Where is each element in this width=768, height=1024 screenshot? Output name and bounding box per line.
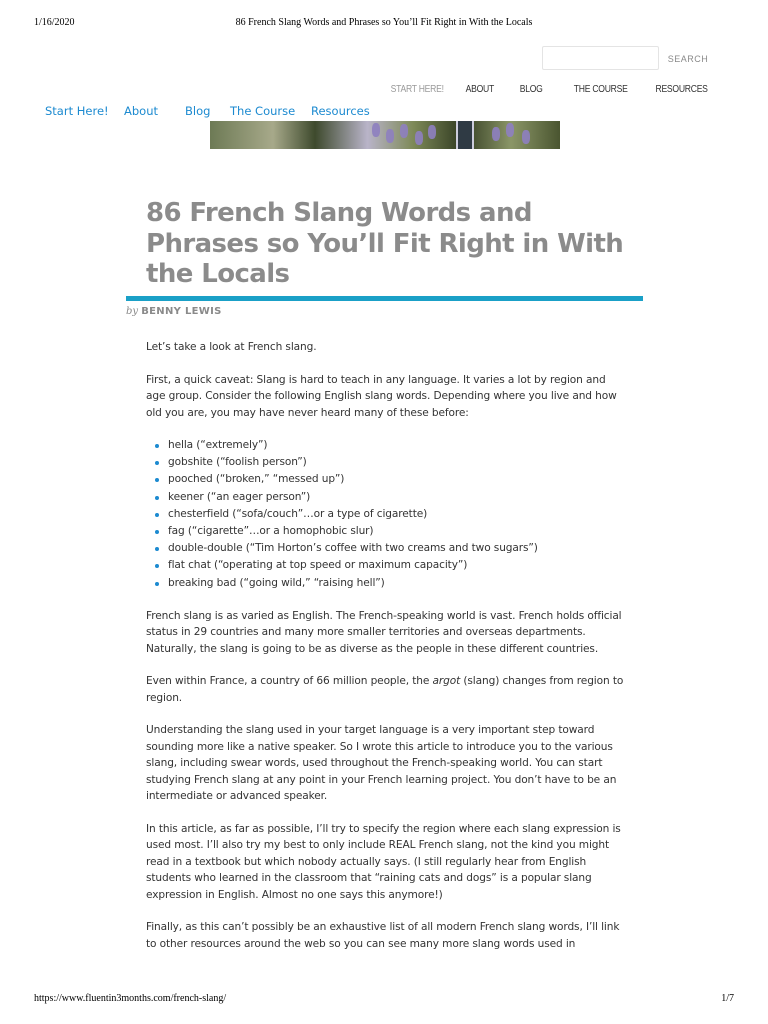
- print-footer: [0, 993, 768, 1007]
- list-item: hella (“extremely”): [152, 437, 626, 454]
- list-item: double-double (“Tim Horton’s coffee with two creams and two sugars”): [152, 540, 626, 557]
- print-page-number: 1/7: [721, 993, 734, 1004]
- print-header: [0, 17, 768, 31]
- caveat-paragraph: First, a quick caveat: Slang is hard to teach in any language. It varies a lot by region and age group. Consider the following English slang words. Depending where you live and how old you are, you may have never heard many of these before:: [146, 373, 617, 419]
- argot-term: argot: [432, 675, 461, 688]
- top-nav-blog[interactable]: BLOG: [519, 84, 543, 95]
- list-item: breaking bad (“going wild,” “raising hell”): [152, 575, 626, 592]
- list-item: keener (“an eager person”): [152, 489, 626, 506]
- print-url: https://www.fluentin3months.com/french-slang/: [34, 993, 227, 1004]
- top-nav: [382, 84, 708, 100]
- blue-nav-start-here[interactable]: Start Here!: [45, 104, 109, 118]
- blue-nav-the-course[interactable]: The Course: [230, 104, 296, 118]
- understanding-paragraph: Understanding the slang used in your target language is a very important step toward sounding more like a native speaker. So I wrote this article to introduce you to the various slang, including swear words, used throughout the French-speaking world. You can start studying French slang at any point in your French learning project. You don’t have to be an intermediate or advanced speaker.: [146, 724, 617, 803]
- region-paragraph: In this article, as far as possible, I’ll try to specify the region where each slang expression is used most. I’ll also try my best to only include REAL French slang, not the kind you might read in a textbook but which nobody actually says. (I still regularly hear from English students who learned in the classroom that “raining cats and dogs” is a popular slang expression in English. Almost no one says this anymore!): [146, 822, 621, 901]
- slang-example-list: [152, 437, 626, 592]
- top-nav-the-course[interactable]: THE COURSE: [573, 84, 628, 95]
- varied-paragraph: French slang is as varied as English. The French-speaking world is vast. French holds official status in 29 countries and many more smaller territories and overseas departments. Naturally, the slang is going to be as diverse as the people in these different countries.: [146, 609, 622, 655]
- title-divider: [126, 296, 643, 301]
- print-page-title: 86 French Slang Words and Phrases so You’ll Fit Right in With the Locals: [235, 17, 533, 28]
- blue-nav-blog[interactable]: Blog: [185, 104, 211, 118]
- list-item: gobshite (“foolish person”): [152, 454, 626, 471]
- top-nav-about[interactable]: ABOUT: [465, 84, 495, 95]
- argot-text-before: Even within France, a country of 66 million people, the: [146, 675, 433, 688]
- byline-prefix: by: [126, 306, 139, 317]
- argot-text-after: (slang) changes from region to region.: [146, 675, 624, 704]
- intro-paragraph: Let’s take a look at French slang.: [146, 341, 317, 353]
- print-date: 1/16/2020: [34, 17, 75, 28]
- argot-paragraph: [146, 673, 626, 706]
- search-button[interactable]: SEARCH: [667, 54, 709, 64]
- list-item: pooched (“broken,” “messed up”): [152, 471, 626, 488]
- top-nav-start-here[interactable]: START HERE!: [390, 84, 444, 95]
- finally-paragraph: Finally, as this can’t possibly be an exhaustive list of all modern French slang words, I’ll link to other resources around the web so you can see many more slang words used in: [146, 921, 620, 950]
- article-title: 86 French Slang Words and Phrases so You’ll Fit Right in With the Locals: [146, 198, 624, 289]
- blue-nav-about[interactable]: About: [124, 104, 159, 118]
- article-body: [146, 339, 626, 968]
- search-input[interactable]: [542, 46, 659, 70]
- byline: [126, 306, 222, 317]
- hero-image: [210, 121, 560, 149]
- list-item: fag (“cigarette”…or a homophobic slur): [152, 523, 626, 540]
- author-link[interactable]: BENNY LEWIS: [141, 306, 222, 317]
- top-nav-resources[interactable]: RESOURCES: [655, 84, 708, 95]
- list-item: chesterfield (“sofa/couch”…or a type of cigarette): [152, 506, 626, 523]
- list-item: flat chat (“operating at top speed or maximum capacity”): [152, 557, 626, 574]
- blue-nav-resources[interactable]: Resources: [311, 104, 370, 118]
